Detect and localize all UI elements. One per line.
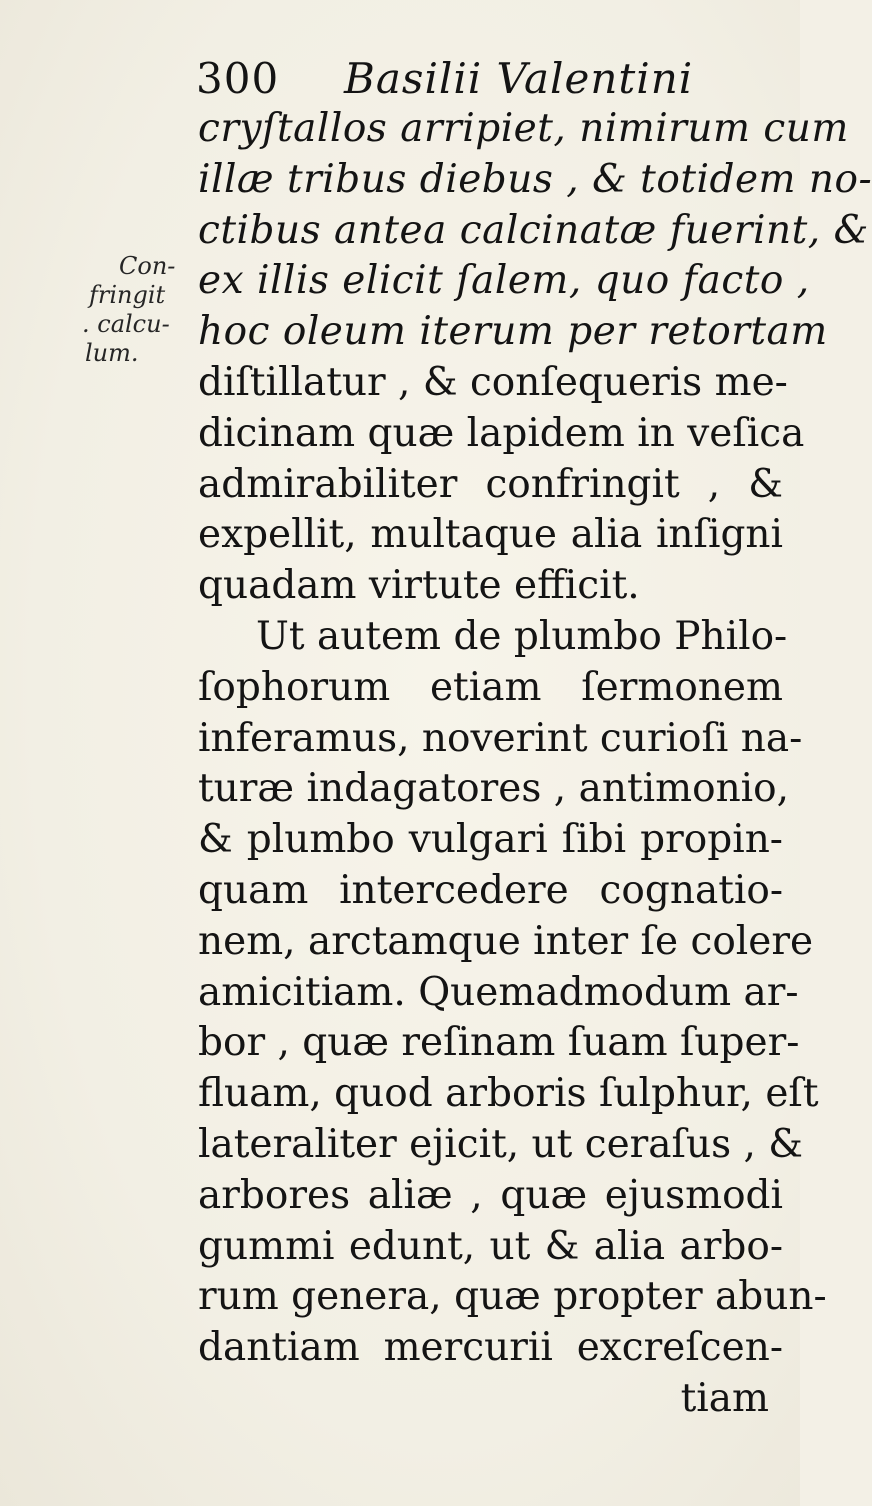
page-header: [196, 52, 756, 106]
margin-note-line: . calcu-: [82, 310, 170, 338]
text-line: diſtillatur , & conſequeris me-: [198, 359, 788, 405]
text-line: arbores aliæ , quæ ejusmodi: [198, 1172, 783, 1218]
text-line: hoc oleum iterum per retortam: [198, 309, 828, 355]
running-head: Basilii Valentini: [344, 54, 694, 103]
text-line: gummi edunt, ut & alia arbo-: [198, 1223, 783, 1269]
body-text: [198, 104, 872, 1425]
text-line: quam intercedere cognatio-: [198, 867, 783, 913]
text-line: cryſtallos arripiet, nimirum cum: [198, 106, 849, 151]
text-line: bor , quæ reſinam ſuam ſuper-: [198, 1020, 800, 1066]
margin-note-line: lum.: [85, 339, 139, 367]
text-line: illæ tribus diebus , & totidem no-: [198, 156, 872, 202]
text-line: expellit, multaque alia inſigni: [198, 512, 783, 558]
text-line: quadam virtute efficit.: [198, 563, 640, 609]
text-line: turæ indagatores , antimonio,: [198, 766, 790, 812]
text-line: inferamus, noverint curioſi na-: [198, 715, 803, 761]
text-line: dicinam quæ lapidem in veſica: [198, 410, 805, 456]
text-line: rum genera, quæ propter abun-: [198, 1274, 827, 1320]
margin-note-line: fringit: [89, 281, 166, 309]
margin-note-line: Con-: [119, 252, 176, 280]
text-line: lateraliter ejicit, ut ceraſus , &: [198, 1121, 804, 1167]
text-line: fluam, quod arboris ſulphur, eſt: [198, 1071, 819, 1117]
text-line: nem, arctamque inter ſe colere: [198, 918, 814, 964]
text-line: & plumbo vulgari ſibi propin-: [198, 817, 783, 863]
text-line: ctibus antea calcinatæ fuerint, &: [198, 207, 869, 253]
catchword: tiam: [680, 1375, 769, 1421]
page-number: 300: [196, 54, 280, 103]
margin-note: [82, 252, 192, 368]
text-line: amicitiam. Quemadmodum ar-: [198, 969, 799, 1015]
text-line: ſophorum etiam ſermonem: [198, 664, 783, 710]
text-line: admirabiliter confringit , &: [198, 461, 783, 507]
paragraph-first-line: Ut autem de plumbo Philo-: [256, 613, 788, 659]
text-line: ex illis elicit ſalem, quo facto ,: [198, 258, 810, 304]
text-line: dantiam mercurii excreſcen-: [198, 1325, 783, 1371]
